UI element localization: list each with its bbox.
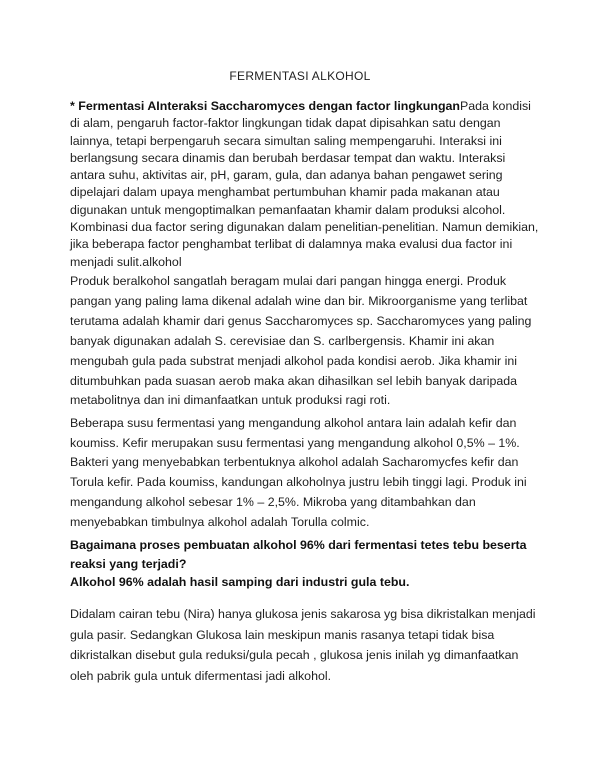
- section1-heading: * Fermentasi AInteraksi Saccharomyces dengan factor lingkungan: [70, 99, 460, 113]
- paragraph-produk-beralkohol: Produk beralkohol sangatlah beragam mulai dari pangan hingga energi. Produk pangan yang paling lama dikenal adalah wine dan bir. Mikroorganisme yang terlibat terutama adalah khamir dari genus Saccharomyces sp. Saccharomyces yang paling banyak digunakan adalah S. cerevisiae dan S. carlbergensis. Khamir ini akan mengubah gula pada substrat menjadi alkohol pada kondisi aerob. Jika khamir ini ditumbuhkan pada suasan aerob maka akan dihasilkan sel lebih banyak daripada metabolitnya dan ini dimanfaatkan untuk produksi ragi roti.: [70, 274, 532, 408]
- question-heading: Bagaimana proses pembuatan alkohol 96% dari fermentasi tetes tebu beserta reaksi yang terjadi?: [70, 538, 527, 571]
- section1-paragraph: [70, 98, 540, 271]
- answer-heading: Alkohol 96% adalah hasil samping dari industri gula tebu.: [70, 575, 410, 589]
- paragraph-nira: Didalam cairan tebu (Nira) hanya glukosa jenis sakarosa yg bisa dikristalkan menjadi gula pasir. Sedangkan Glukosa lain meskipun manis rasanya tetapi tidak bisa dikristalkan disebut gula reduksi/gula pecah , glukosa jenis inilah yg dimanfaatkan oleh pabrik gula untuk difermentasi jadi alkohol.: [70, 607, 536, 683]
- paragraph-susu-fermentasi: Beberapa susu fermentasi yang mengandung alkohol antara lain adalah kefir dan koumiss. Kefir merupakan susu fermentasi yang mengandung alkohol 0,5% – 1%. Bakteri yang menyebabkan terbentuknya alkohol adalah Sacharomycfes kefir dan Torula kefir. Pada koumiss, kandungan alkoholnya justru lebih tinggi lagi. Produk ini mengandung alkohol sebesar 1% – 2,5%. Mikroba yang ditambahkan dan menyebabkan timbulnya alkohol adalah Torulla colmic.: [70, 416, 527, 529]
- question-block: [70, 536, 540, 592]
- section1-text: Pada kondisi di alam, pengaruh factor-faktor lingkungan tidak dapat dipisahkan satu dengan lainnya, tetapi berpengaruh secara simultan saling mempengaruhi. Interaksi ini berlangsung secara dinamis dan berubah berdasar tempat dan waktu. Interaksi antara suhu, aktivitas air, pH, garam, gula, dan adanya bahan pengawet sering dipelajari dalam upaya menghambat pertumbuhan khamir pada makanan atau digunakan untuk mengoptimalkan pemanfaatan khamir dalam produksi alcohol. Kombinasi dua factor sering digunakan dalam penelitian-penelitian. Namun demikian, jika beberapa factor penghambat terlibat di dalamnya maka evalusi dua factor ini menjadi sulit.alkohol: [70, 99, 539, 269]
- document-title: FERMENTASI ALKOHOL: [229, 69, 371, 83]
